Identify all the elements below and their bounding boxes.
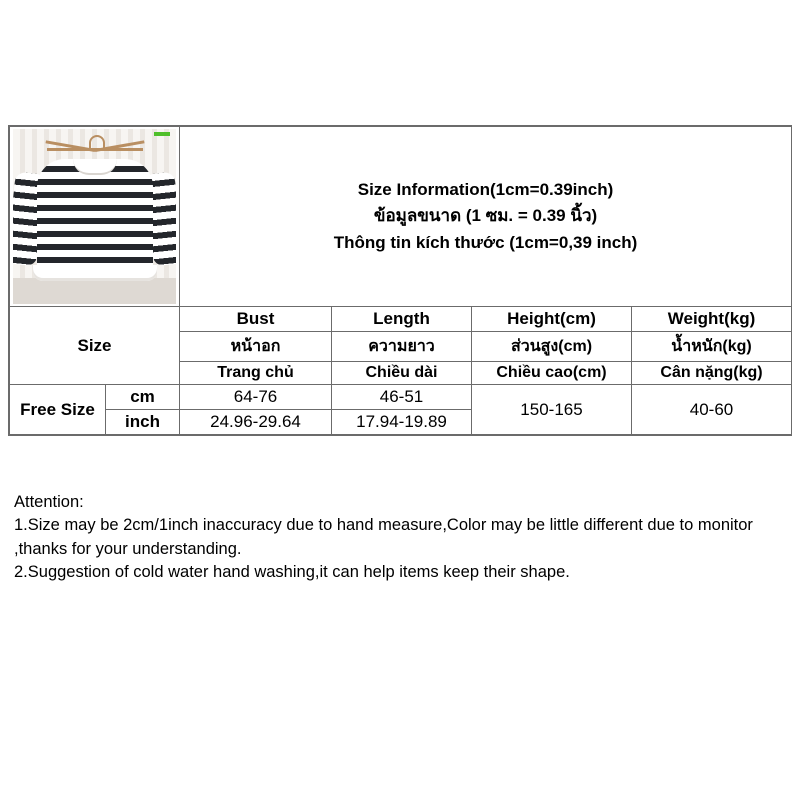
attention-line-2: 2.Suggestion of cold water hand washing,it can help items keep their shape.	[14, 563, 570, 582]
floor-strip	[13, 278, 176, 304]
chart-title-vi: Thông tin kích thước (1cm=0,39 inch)	[333, 232, 638, 252]
table-row-free-size-cm	[10, 385, 792, 410]
size-header-label: Size	[10, 307, 180, 385]
cardigan-body	[37, 159, 153, 271]
column-header-weight-th: น้ำหนัก(kg)	[632, 332, 792, 362]
column-header-length-en: Length	[332, 307, 472, 332]
value-bust-inch: 24.96-29.64	[180, 410, 332, 435]
size-chart-container	[8, 125, 792, 436]
column-header-length-vi: Chiều dài	[332, 362, 472, 385]
value-weight: 40-60	[632, 385, 792, 435]
unit-cell-cm: cm	[106, 385, 180, 410]
column-header-weight-vi: Cân nặng(kg)	[632, 362, 792, 385]
chart-title-th: ข้อมูลขนาด (1 ซม. = 0.39 นิ้ว)	[373, 206, 598, 226]
column-header-weight-en: Weight(kg)	[632, 307, 792, 332]
table-row-title	[10, 127, 792, 307]
value-length-cm: 46-51	[332, 385, 472, 410]
green-marker-icon	[154, 132, 170, 136]
row-label-free-size: Free Size	[10, 385, 106, 435]
column-header-bust-vi: Trang chủ	[180, 362, 332, 385]
value-bust-cm: 64-76	[180, 385, 332, 410]
product-photo	[13, 129, 176, 304]
unit-cell-inch: inch	[106, 410, 180, 435]
value-height: 150-165	[472, 385, 632, 435]
hanger-bar	[47, 148, 143, 151]
column-header-height-vi: Chiều cao(cm)	[472, 362, 632, 385]
column-header-bust-en: Bust	[180, 307, 332, 332]
column-header-bust-th: หน้าอก	[180, 332, 332, 362]
chart-title	[180, 127, 792, 307]
column-header-height-en: Height(cm)	[472, 307, 632, 332]
chart-title-en: Size Information(1cm=0.39inch)	[357, 179, 614, 199]
attention-line-1: 1.Size may be 2cm/1inch inaccuracy due to hand measure,Color may be little different due to monitor ,thanks for your understanding.	[14, 516, 753, 558]
cardigan-ruffle-hem	[33, 265, 157, 281]
attention-section	[8, 487, 792, 591]
column-header-length-th: ความยาว	[332, 332, 472, 362]
attention-heading: Attention:	[14, 493, 84, 511]
table-row-header-en	[10, 307, 792, 332]
value-length-inch: 17.94-19.89	[332, 410, 472, 435]
product-photo-cell	[10, 127, 180, 307]
column-header-height-th: ส่วนสูง(cm)	[472, 332, 632, 362]
size-chart-table	[9, 126, 792, 435]
